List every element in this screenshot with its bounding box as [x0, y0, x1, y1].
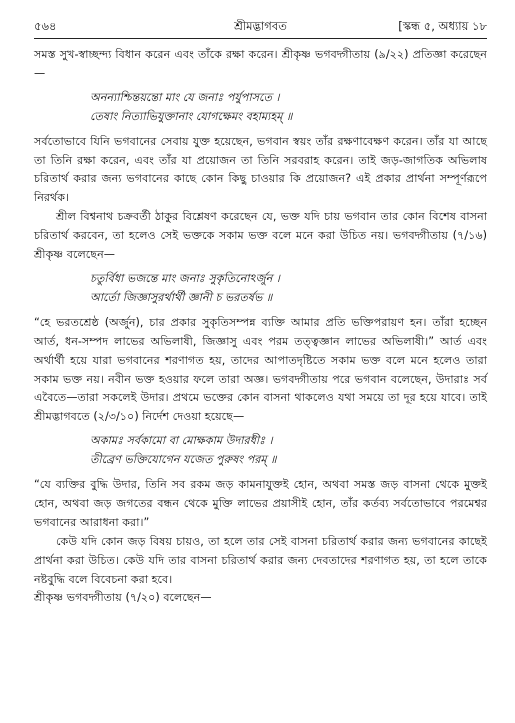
page-number: ৫৬৪ [34, 19, 57, 33]
verse-1-line-2: তেষাং নিত্যাভিযুক্তানাং যোগক্ষেমং বহাম্যহম্ ॥ [90, 109, 293, 123]
verse-3-line-2: তীব্রেণ ভক্তিযোগেন যজেত পুরুষং পরম্ ॥ [90, 453, 277, 467]
paragraph-4: “হে ভরতশ্রেষ্ঠ (অর্জুন), চার প্রকার সুকৃতিসম্পন্ন ব্যক্তি আমার প্রতি ভক্তিপরায়ণ হন। তাঁরা হচ্ছেন আর্ত, ধন-সম্পদ লাভের অভিলাষী, জিজ্ঞাসু এবং পরম তত্ত্বজ্ঞান লাভের অভিলাষী।” আর্ত এবং অর্থার্থী হয়ে যারা ভগবানের শরণাগত হয়, তাদের আপাতদৃষ্টিতে সকাম ভক্ত বলে মনে হলেও তারা সকাম ভক্ত নয়। নবীন ভক্ত হওয়ার ফলে তারা অজ্ঞ। ভগবদ্গীতায় পরে ভগবান বলেছেন, উদারাঃ সর্ব এবৈতে—তারা সকলেই উদার। প্রথমে ভক্তের কোন বাসনা থাকলেও যথা সময়ে তা দূর হয়ে যাবে। তাই শ্রীমদ্ভাগবতে (২/৩/১০) নির্দেশ দেওয়া হয়েছে— [34, 315, 487, 424]
paragraph-6: কেউ যদি কোন জড় বিষয় চায়ও, তা হলে তার সেই বাসনা চরিতার্থ করার জন্য ভগবানের কাছেই প্রার্থনা করা উচিত। কেউ যদি তার বাসনা চরিতার্থ করার জন্য দেবতাদের শরণাগত হয়, তা হলে তাকে নষ্টবুদ্ধি বলে বিবেচনা করা হবে। [34, 534, 487, 586]
section-reference: [স্কন্ধ ৫, অধ্যায় ১৮ [398, 19, 487, 33]
page-header [34, 16, 487, 36]
paragraph-1: সমস্ত সুখ-স্বাচ্ছন্দ্য বিধান করেন এবং তাঁকে রক্ষা করেন। শ্রীকৃষ্ণ ভগবদ্গীতায় (৯/২২) প্রতিজ্ঞা করেছেন— [34, 48, 487, 80]
header-divider [34, 38, 487, 39]
verse-1 [90, 89, 487, 127]
verse-3 [90, 432, 487, 470]
verse-2 [90, 270, 487, 308]
paragraph-5: “যে ব্যক্তির বুদ্ধি উদার, তিনি সব রকম জড় কামনাযুক্তই হোন, অথবা সমস্ত জড় বাসনা থেকে মুক্তই হোন, অথবা জড় জগতের বন্ধন থেকে মুক্তি লাভের প্রয়াসীই হোন, তাঁর কর্তব্য সর্বতোভাবে পরমেশ্বর ভগবানের আরাধনা করা।” [34, 478, 487, 529]
verse-3-line-1: অকামঃ সর্বকামো বা মোক্ষকাম উদারধীঃ । [90, 434, 273, 448]
paragraph-7: শ্রীকৃষ্ণ ভগবদ্গীতায় (৭/২০) বলেছেন— [34, 591, 212, 605]
paragraph-3: শ্রীল বিশ্বনাথ চক্রবর্তী ঠাকুর বিশ্লেষণ করেছেন যে, ভক্ত যদি চায় ভগবান তার কোন বিশেষ বাসনা চরিতার্থ করবেন, তা হলেও সেই ভক্তকে সকাম ভক্ত বলে মনে করা উচিত নয়। ভগবদ্গীতায় (৭/১৬) শ্রীকৃষ্ণ বলেছেন— [34, 210, 487, 262]
paragraph-2: সর্বতোভাবে যিনি ভগবানের সেবায় যুক্ত হয়েছেন, ভগবান স্বয়ং তাঁর রক্ষণাবেক্ষণ করেন। তাঁর যা আছে তা তিনি রক্ষা করেন, এবং তাঁর যা প্রয়োজন তা তিনি সরবরাহ করেন। তাই জড়-জাগতিক অভিলাষ চরিতার্থ করার জন্য ভগবানের কাছে কোন কিছু চাওয়ার কি প্রয়োজন? এই প্রকার প্রার্থনা সম্পূর্ণরূপে নিরর্থক। [34, 134, 487, 205]
book-title: শ্রীমদ্ভাগবত [234, 19, 287, 33]
verse-2-line-1: চতুর্বিধা ভজন্তে মাং জনাঃ সুকৃতিনোঽর্জুন । [90, 271, 280, 285]
verse-1-line-1: অনন্যাশ্চিন্তয়ন্তো মাং যে জনাঃ পর্যুপাসতে । [90, 90, 280, 104]
page-body [34, 46, 487, 608]
verse-2-line-2: আর্তো জিজ্ঞাসুরর্থার্থী জ্ঞানী চ ভরতর্ষভ ॥ [90, 290, 273, 304]
